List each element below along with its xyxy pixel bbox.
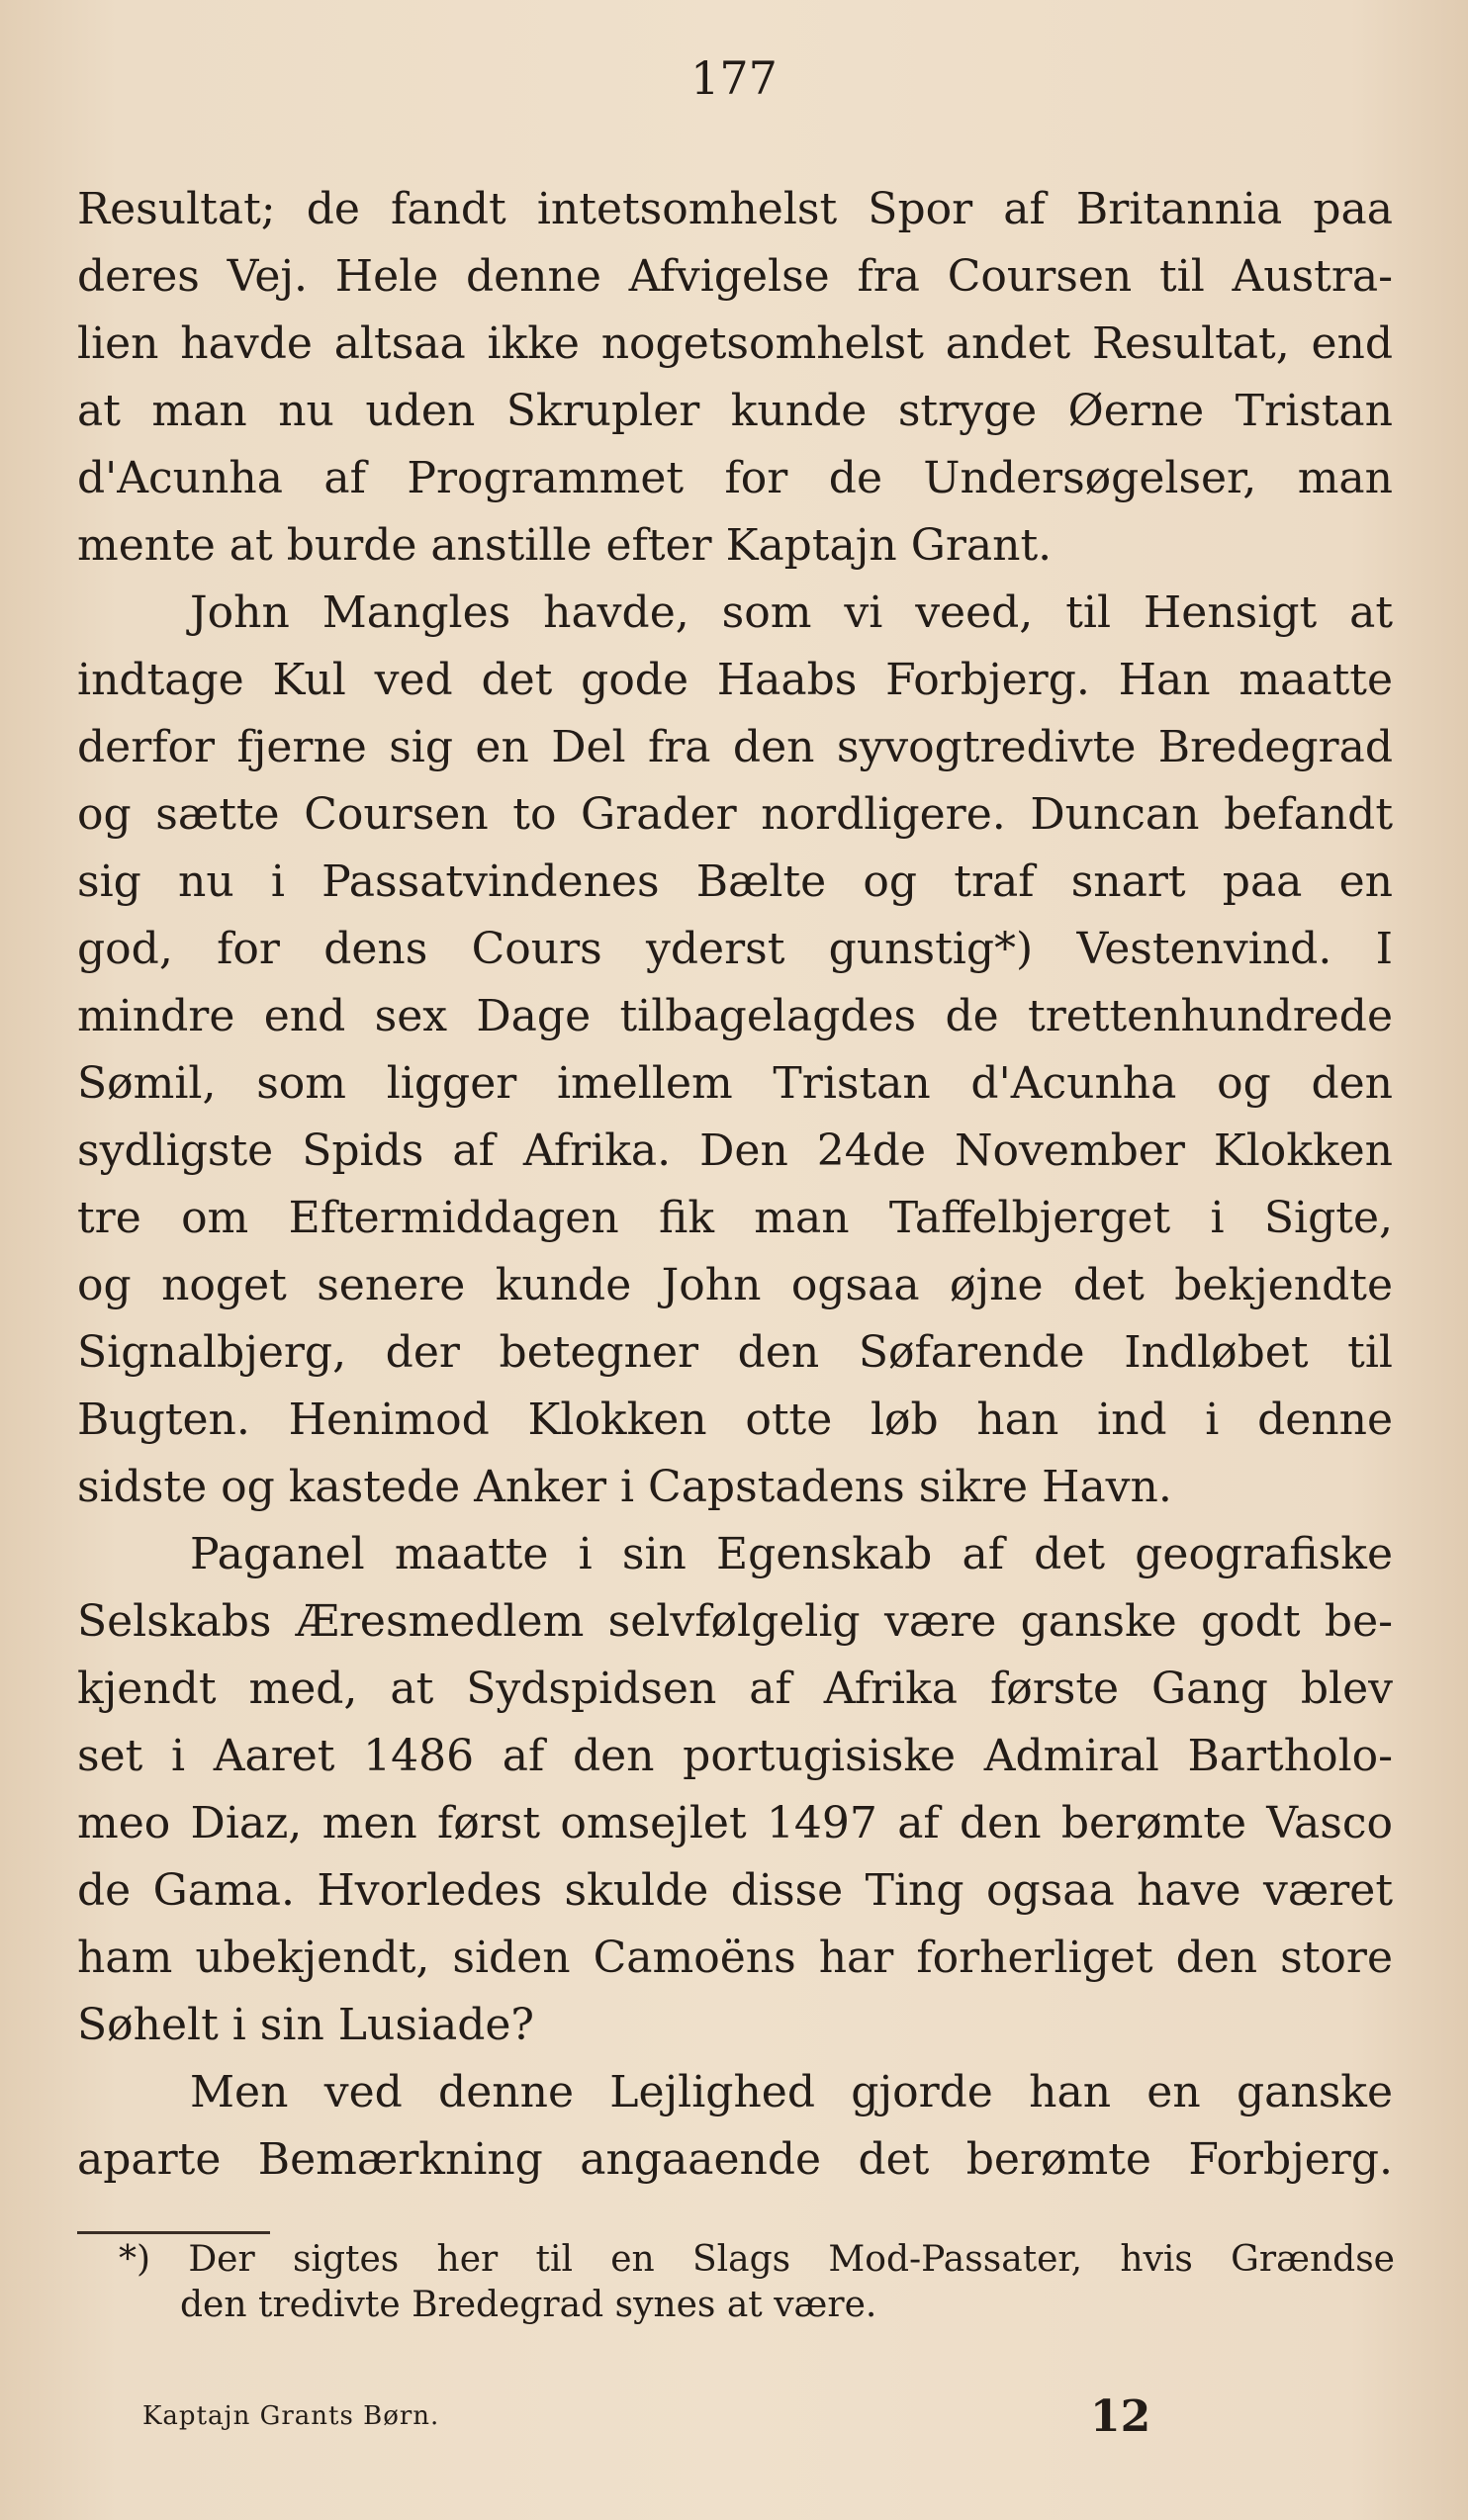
text-line: derfor fjerne sig en Del fra den syvogtredivte Bredegrad	[77, 722, 1393, 772]
text-line: John Mangles havde, som vi veed, til Hensigt at	[190, 587, 1393, 638]
text-line: og noget senere kunde John ogsaa øjne det bekjendte	[77, 1260, 1393, 1310]
text-line: og sætte Coursen to Grader nordligere. Duncan befandt	[77, 789, 1393, 840]
footnote-line: den tredivte Bredegrad synes at være.	[180, 2285, 877, 2325]
text-line: mindre end sex Dage tilbagelagdes de trettenhundrede	[77, 991, 1393, 1041]
text-line: tre om Eftermiddagen fik man Taffelbjerget i Sigte,	[77, 1193, 1393, 1243]
text-line: aparte Bemærkning angaaende det berømte Forbjerg.	[77, 2134, 1393, 2185]
footnote-divider	[77, 2231, 270, 2234]
text-line: Søhelt i sin Lusiade?	[77, 2000, 535, 2050]
text-line: Men ved denne Lejlighed gjorde han en ganske	[190, 2067, 1393, 2117]
text-line: Signalbjerg, der betegner den Søfarende Indløbet til	[77, 1327, 1393, 1378]
text-line: Sømil, som ligger imellem Tristan d'Acunha og den	[77, 1058, 1393, 1109]
body-text	[77, 176, 1393, 2194]
text-line: mente at burde anstille efter Kaptajn Grant.	[77, 520, 1053, 571]
text-line: Selskabs Æresmedlem selvfølgelig være ganske godt be-	[77, 1596, 1393, 1647]
text-line: d'Acunha af Programmet for de Undersøgelser, man	[77, 453, 1393, 503]
text-line: sidste og kastede Anker i Capstadens sikre Havn.	[77, 1462, 1172, 1512]
text-line: meo Diaz, men først omsejlet 1497 af den berømte Vasco	[77, 1798, 1393, 1848]
text-line: set i Aaret 1486 af den portugisiske Admiral Bartholo-	[77, 1731, 1393, 1781]
sheet-number: 12	[1090, 2391, 1151, 2442]
text-line: Bugten. Henimod Klokken otte løb han ind i denne	[77, 1395, 1393, 1445]
text-line: kjendt med, at Sydspidsen af Afrika første Gang blev	[77, 1664, 1393, 1714]
text-line: at man nu uden Skrupler kunde stryge Øerne Tristan	[77, 386, 1393, 436]
text-line: sydligste Spids af Afrika. Den 24de November Klokken	[77, 1125, 1393, 1176]
text-line: sig nu i Passatvindenes Bælte og traf snart paa en	[77, 856, 1393, 907]
text-line: Paganel maatte i sin Egenskab af det geografiske	[190, 1529, 1393, 1579]
text-line: god, for dens Cours yderst gunstig*) Vestenvind. I	[77, 924, 1393, 974]
text-line: Resultat; de fandt intetsomhelst Spor af Britannia paa	[77, 184, 1393, 234]
footnote	[119, 2237, 1395, 2328]
text-line: lien havde altsaa ikke nogetsomhelst andet Resultat, end	[77, 318, 1393, 369]
text-line: indtage Kul ved det gode Haabs Forbjerg. Han maatte	[77, 655, 1393, 705]
page-number: 177	[690, 51, 778, 105]
signature-mark: Kaptajn Grants Børn.	[142, 2401, 440, 2431]
footnote-line: *) Der sigtes her til en Slags Mod-Passater, hvis Grændse	[119, 2239, 1395, 2280]
text-line: de Gama. Hvorledes skulde disse Ting ogsaa have været	[77, 1865, 1393, 1916]
text-line: ham ubekjendt, siden Camoëns har forherliget den store	[77, 1933, 1393, 1983]
text-line: deres Vej. Hele denne Afvigelse fra Coursen til Austra-	[77, 251, 1393, 302]
